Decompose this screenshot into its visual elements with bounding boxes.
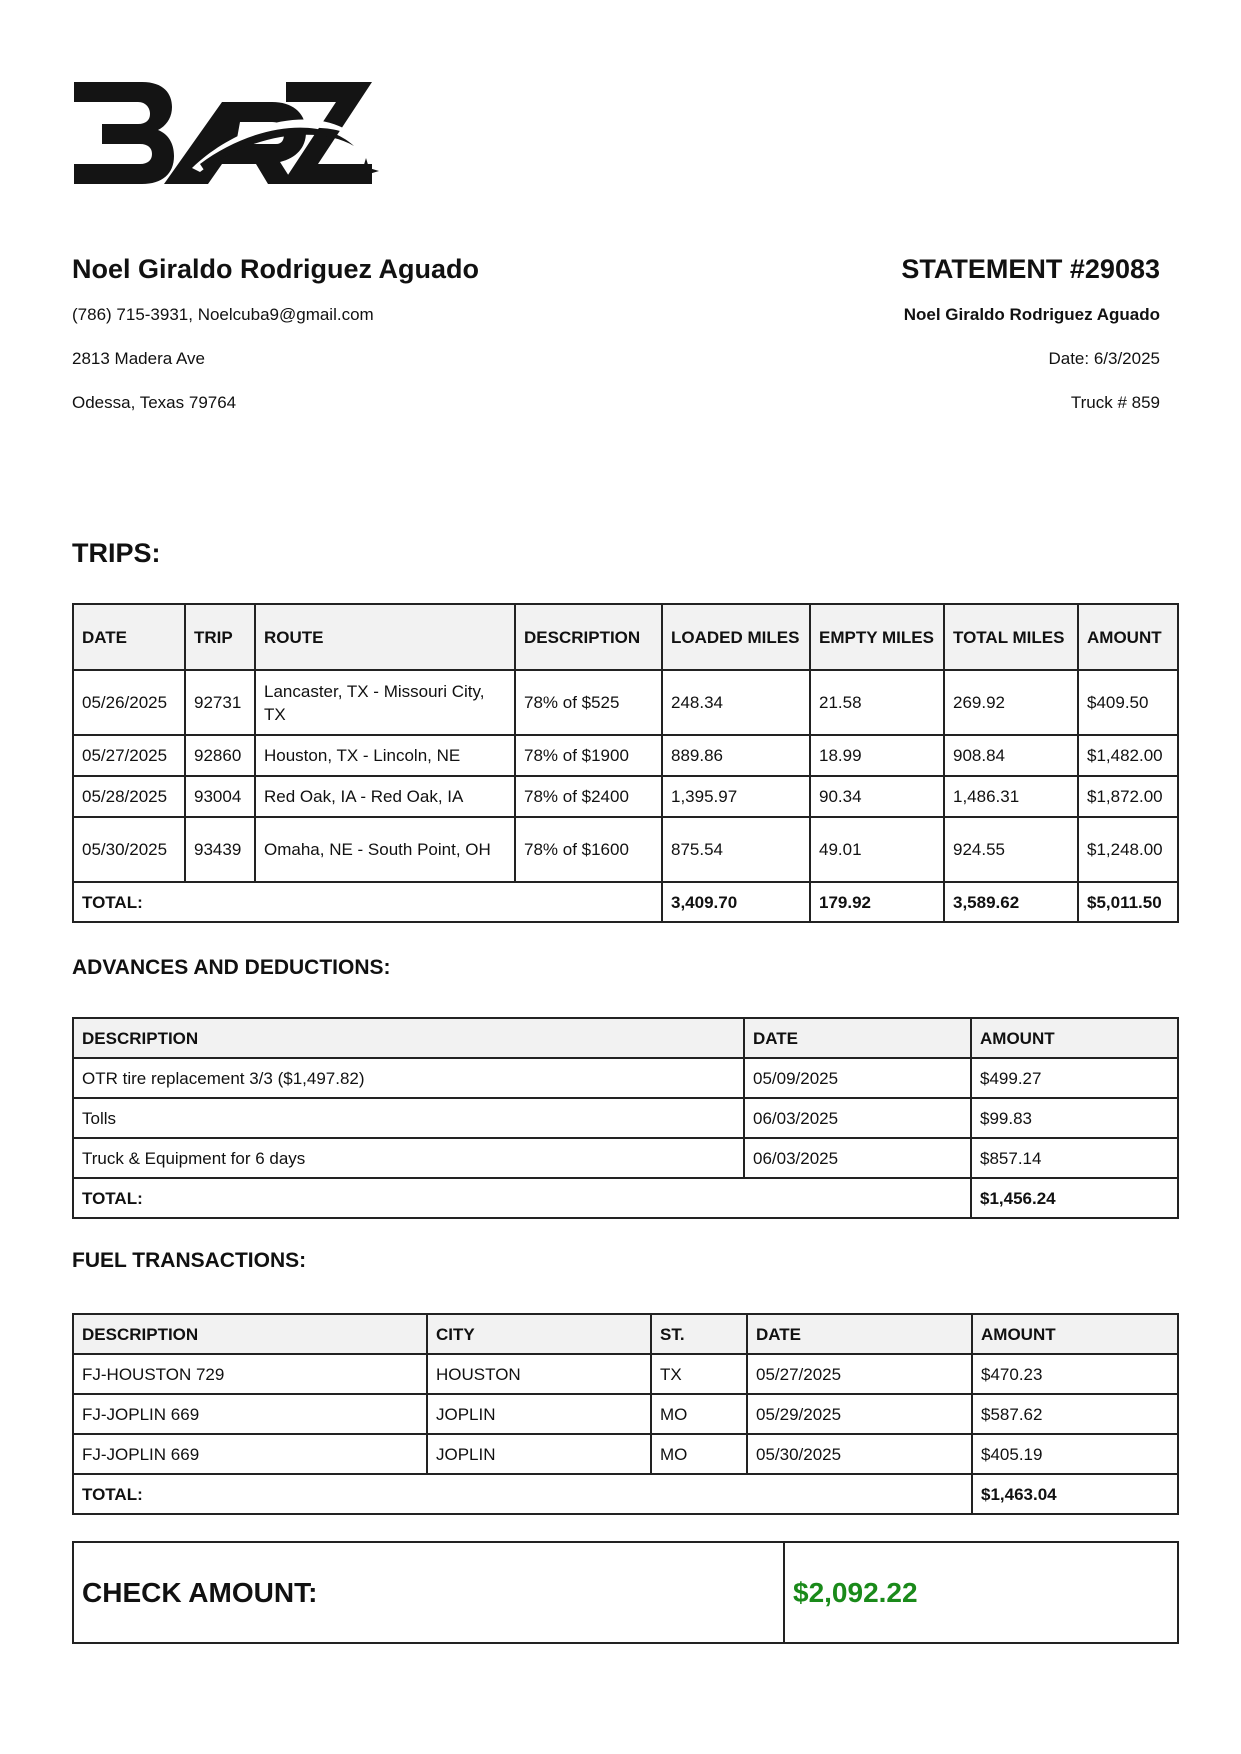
table-cell: 269.92 xyxy=(944,670,1078,735)
column-header-description: DESCRIPTION xyxy=(515,604,662,670)
table-cell: $587.62 xyxy=(972,1394,1178,1434)
driver-address-line2: Odessa, Texas 79764 xyxy=(72,393,237,412)
table-cell: 93439 xyxy=(185,817,255,882)
total-label: TOTAL: xyxy=(73,1474,972,1514)
table-cell: 908.84 xyxy=(944,735,1078,776)
fuel-table xyxy=(72,1313,1179,1515)
table-cell: OTR tire replacement 3/3 ($1,497.82) xyxy=(73,1058,744,1098)
table-cell: 78% of $1600 xyxy=(515,817,662,882)
table-cell: 248.34 xyxy=(662,670,810,735)
table-cell: 05/09/2025 xyxy=(744,1058,971,1098)
table-cell: 18.99 xyxy=(810,735,944,776)
table-row xyxy=(73,1138,1178,1178)
table-cell: $1,248.00 xyxy=(1078,817,1178,882)
table-cell: FJ-HOUSTON 729 xyxy=(73,1354,427,1394)
column-header-city: CITY xyxy=(427,1314,651,1354)
driver-contact: (786) 715-3931, Noelcuba9@gmail.com xyxy=(72,305,374,324)
table-cell: Tolls xyxy=(73,1098,744,1138)
table-cell: TX xyxy=(651,1354,747,1394)
table-cell: 05/28/2025 xyxy=(73,776,185,817)
column-header-amount: AMOUNT xyxy=(972,1314,1178,1354)
table-cell: Houston, TX - Lincoln, NE xyxy=(255,735,515,776)
column-header-amount: AMOUNT xyxy=(1078,604,1178,670)
table-cell: 1,395.97 xyxy=(662,776,810,817)
fuel-section-title: FUEL TRANSACTIONS: xyxy=(72,1249,307,1272)
table-cell: Red Oak, IA - Red Oak, IA xyxy=(255,776,515,817)
total-amount: $5,011.50 xyxy=(1078,882,1178,922)
table-cell: $405.19 xyxy=(972,1434,1178,1474)
table-cell: 78% of $525 xyxy=(515,670,662,735)
table-cell: 889.86 xyxy=(662,735,810,776)
table-cell: Truck & Equipment for 6 days xyxy=(73,1138,744,1178)
table-cell: $857.14 xyxy=(971,1138,1178,1178)
table-cell: HOUSTON xyxy=(427,1354,651,1394)
column-header-trip: TRIP xyxy=(185,604,255,670)
table-cell: 06/03/2025 xyxy=(744,1098,971,1138)
truck-number: Truck # 859 xyxy=(1070,393,1160,412)
table-cell: 21.58 xyxy=(810,670,944,735)
total-loaded-miles: 3,409.70 xyxy=(662,882,810,922)
table-cell: $499.27 xyxy=(971,1058,1178,1098)
table-cell: 05/30/2025 xyxy=(73,817,185,882)
table-header-row xyxy=(73,1314,1178,1354)
table-total-row xyxy=(73,1474,1178,1514)
table-cell: Omaha, NE - South Point, OH xyxy=(255,817,515,882)
table-row xyxy=(73,1394,1178,1434)
table-cell: $409.50 xyxy=(1078,670,1178,735)
table-cell: 924.55 xyxy=(944,817,1078,882)
column-header-description: DESCRIPTION xyxy=(73,1314,427,1354)
total-label: TOTAL: xyxy=(73,882,662,922)
table-cell: $99.83 xyxy=(971,1098,1178,1138)
table-cell: 05/26/2025 xyxy=(73,670,185,735)
table-row xyxy=(73,735,1178,776)
table-header-row xyxy=(73,1018,1178,1058)
advances-table xyxy=(72,1017,1179,1219)
statement-date: Date: 6/3/2025 xyxy=(1048,349,1160,368)
table-row xyxy=(73,1098,1178,1138)
driver-name: Noel Giraldo Rodriguez Aguado xyxy=(72,254,480,284)
table-row xyxy=(73,1058,1178,1098)
table-total-row xyxy=(73,1178,1178,1218)
brz-logo xyxy=(72,80,382,192)
total-empty-miles: 179.92 xyxy=(810,882,944,922)
table-cell: MO xyxy=(651,1434,747,1474)
table-header-row xyxy=(73,604,1178,670)
table-cell: 78% of $2400 xyxy=(515,776,662,817)
total-amount: $1,456.24 xyxy=(971,1178,1178,1218)
check-amount-label: CHECK AMOUNT: xyxy=(73,1542,784,1643)
total-amount: $1,463.04 xyxy=(972,1474,1178,1514)
table-cell: 05/27/2025 xyxy=(73,735,185,776)
advances-section-title: ADVANCES AND DEDUCTIONS: xyxy=(72,956,391,979)
trips-table xyxy=(72,603,1179,923)
column-header-amount: AMOUNT xyxy=(971,1018,1178,1058)
column-header-total-miles: TOTAL MILES xyxy=(944,604,1078,670)
table-total-row xyxy=(73,882,1178,922)
table-cell: 93004 xyxy=(185,776,255,817)
check-amount-table xyxy=(72,1541,1179,1644)
driver-info xyxy=(72,253,479,437)
table-cell: 05/27/2025 xyxy=(747,1354,972,1394)
table-cell: 06/03/2025 xyxy=(744,1138,971,1178)
table-cell: 875.54 xyxy=(662,817,810,882)
table-cell: 92860 xyxy=(185,735,255,776)
table-cell: 78% of $1900 xyxy=(515,735,662,776)
table-row xyxy=(73,776,1178,817)
column-header-state: ST. xyxy=(651,1314,747,1354)
table-cell: $1,872.00 xyxy=(1078,776,1178,817)
statement-name: Noel Giraldo Rodriguez Aguado xyxy=(903,305,1160,324)
table-cell: JOPLIN xyxy=(427,1434,651,1474)
column-header-route: ROUTE xyxy=(255,604,515,670)
driver-address-line1: 2813 Madera Ave xyxy=(72,349,205,368)
total-label: TOTAL: xyxy=(73,1178,971,1218)
table-row xyxy=(73,670,1178,735)
table-cell: 05/30/2025 xyxy=(747,1434,972,1474)
statement-info xyxy=(901,253,1160,437)
table-cell: 05/29/2025 xyxy=(747,1394,972,1434)
table-cell: Lancaster, TX - Missouri City, TX xyxy=(255,670,515,735)
column-header-date: DATE xyxy=(744,1018,971,1058)
table-row xyxy=(73,1434,1178,1474)
table-cell: 92731 xyxy=(185,670,255,735)
check-amount-row xyxy=(73,1542,1178,1643)
table-cell: 1,486.31 xyxy=(944,776,1078,817)
column-header-description: DESCRIPTION xyxy=(73,1018,744,1058)
statement-title: STATEMENT #29083 xyxy=(901,254,1160,284)
check-amount-value: $2,092.22 xyxy=(784,1542,1178,1643)
trips-section-title: TRIPS: xyxy=(72,538,161,568)
column-header-date: DATE xyxy=(747,1314,972,1354)
table-cell: JOPLIN xyxy=(427,1394,651,1434)
table-cell: 90.34 xyxy=(810,776,944,817)
table-cell: MO xyxy=(651,1394,747,1434)
column-header-loaded-miles: LOADED MILES xyxy=(662,604,810,670)
table-cell: 49.01 xyxy=(810,817,944,882)
table-row xyxy=(73,1354,1178,1394)
column-header-empty-miles: EMPTY MILES xyxy=(810,604,944,670)
table-cell: FJ-JOPLIN 669 xyxy=(73,1434,427,1474)
table-cell: FJ-JOPLIN 669 xyxy=(73,1394,427,1434)
table-cell: $1,482.00 xyxy=(1078,735,1178,776)
column-header-date: DATE xyxy=(73,604,185,670)
table-cell: $470.23 xyxy=(972,1354,1178,1394)
table-row xyxy=(73,817,1178,882)
total-total-miles: 3,589.62 xyxy=(944,882,1078,922)
